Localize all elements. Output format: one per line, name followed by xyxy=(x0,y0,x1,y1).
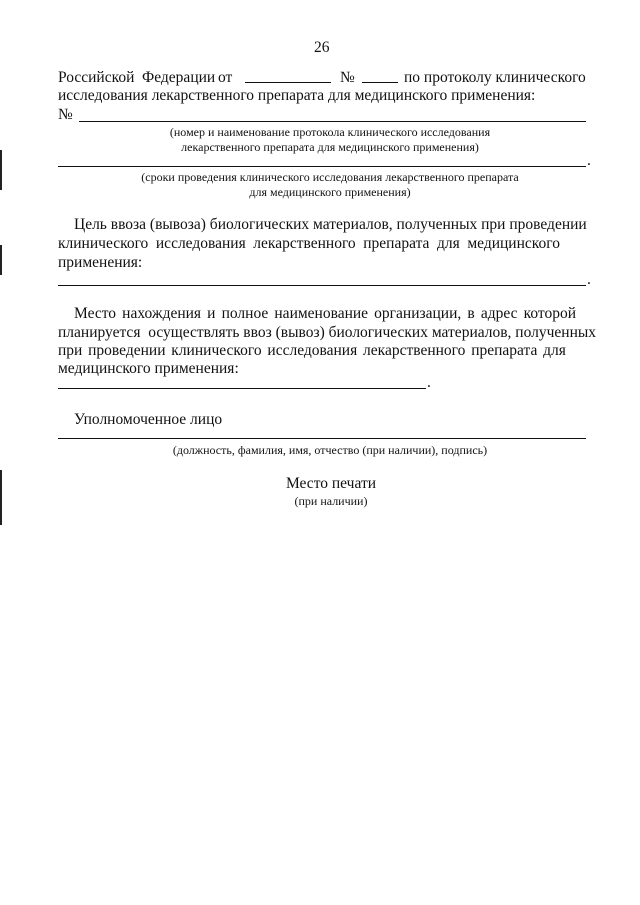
period-mark: . xyxy=(427,374,431,391)
word: препарата xyxy=(471,342,538,359)
word: лекарственного xyxy=(363,342,466,359)
word: препарата xyxy=(363,235,430,252)
word: для xyxy=(543,342,566,359)
word: проведении xyxy=(88,342,166,359)
word: которой xyxy=(523,305,576,322)
dates-caption-line-2: для медицинского применения) xyxy=(249,185,411,199)
authorized-person-label: Уполномоченное лицо xyxy=(74,411,223,428)
word: в xyxy=(467,305,475,322)
text-fragment: от xyxy=(218,69,233,86)
page-number: 26 xyxy=(314,39,330,56)
authorized-fill-line xyxy=(58,438,586,439)
word: для xyxy=(437,235,460,252)
protocol-fill-line xyxy=(79,121,586,122)
date-blank xyxy=(245,69,331,83)
purpose-line-1: Цель ввоза (вывоза) биологических материалов, полученных при проведении xyxy=(74,216,587,233)
word: исследования xyxy=(267,342,358,359)
text-fragment: Федерации xyxy=(142,69,216,86)
location-line-1 xyxy=(74,305,576,323)
location-line-2: планируется осуществлять ввоз (вывоз) биологических материалов, полученных xyxy=(58,324,597,341)
word: лекарственного xyxy=(253,235,356,252)
text-fragment: по протоколу клинического xyxy=(404,69,586,86)
location-line-3 xyxy=(58,342,566,360)
scan-edge-mark xyxy=(0,150,2,190)
word: нахождения xyxy=(122,305,202,322)
word: Место xyxy=(74,305,117,322)
paragraph-1-line-2: исследования лекарственного препарата для медицинского применения: xyxy=(58,87,536,104)
location-line-4: медицинского применения: xyxy=(58,360,239,377)
word: медицинского xyxy=(467,235,560,252)
dates-fill-line xyxy=(58,166,586,167)
purpose-line-2 xyxy=(58,235,560,253)
period-mark: . xyxy=(587,152,591,169)
location-fill-line xyxy=(58,388,426,389)
number-blank xyxy=(362,69,398,83)
word: адрес xyxy=(480,305,518,322)
protocol-caption-line-2: лекарственного препарата для медицинского применения) xyxy=(181,140,479,154)
word: наименование xyxy=(274,305,369,322)
word: и xyxy=(207,305,216,322)
protocol-caption-line-1: (номер и наименование протокола клинического исследования xyxy=(169,125,491,139)
scan-edge-mark xyxy=(0,245,2,275)
authorized-caption: (должность, фамилия, имя, отчество (при наличии), подпись) xyxy=(172,443,488,457)
number-sign: № xyxy=(58,106,73,123)
word: полное xyxy=(221,305,269,322)
scan-edge-mark xyxy=(0,470,2,525)
stamp-place-label: Место печати xyxy=(285,475,377,492)
word: организации, xyxy=(374,305,462,322)
text-fragment: № xyxy=(340,69,355,86)
purpose-line-3: применения: xyxy=(58,254,143,271)
word: при xyxy=(58,342,83,359)
period-mark: . xyxy=(587,271,591,288)
text-fragment: Российской xyxy=(58,69,135,86)
paragraph-1-line-1 xyxy=(58,69,586,89)
word: клинического xyxy=(58,235,149,252)
purpose-fill-line xyxy=(58,285,586,286)
word: клинического xyxy=(171,342,262,359)
dates-caption-line-1: (сроки проведения клинического исследования лекарственного препарата xyxy=(141,170,519,184)
stamp-place-note: (при наличии) xyxy=(294,494,368,508)
word: исследования xyxy=(155,235,246,252)
